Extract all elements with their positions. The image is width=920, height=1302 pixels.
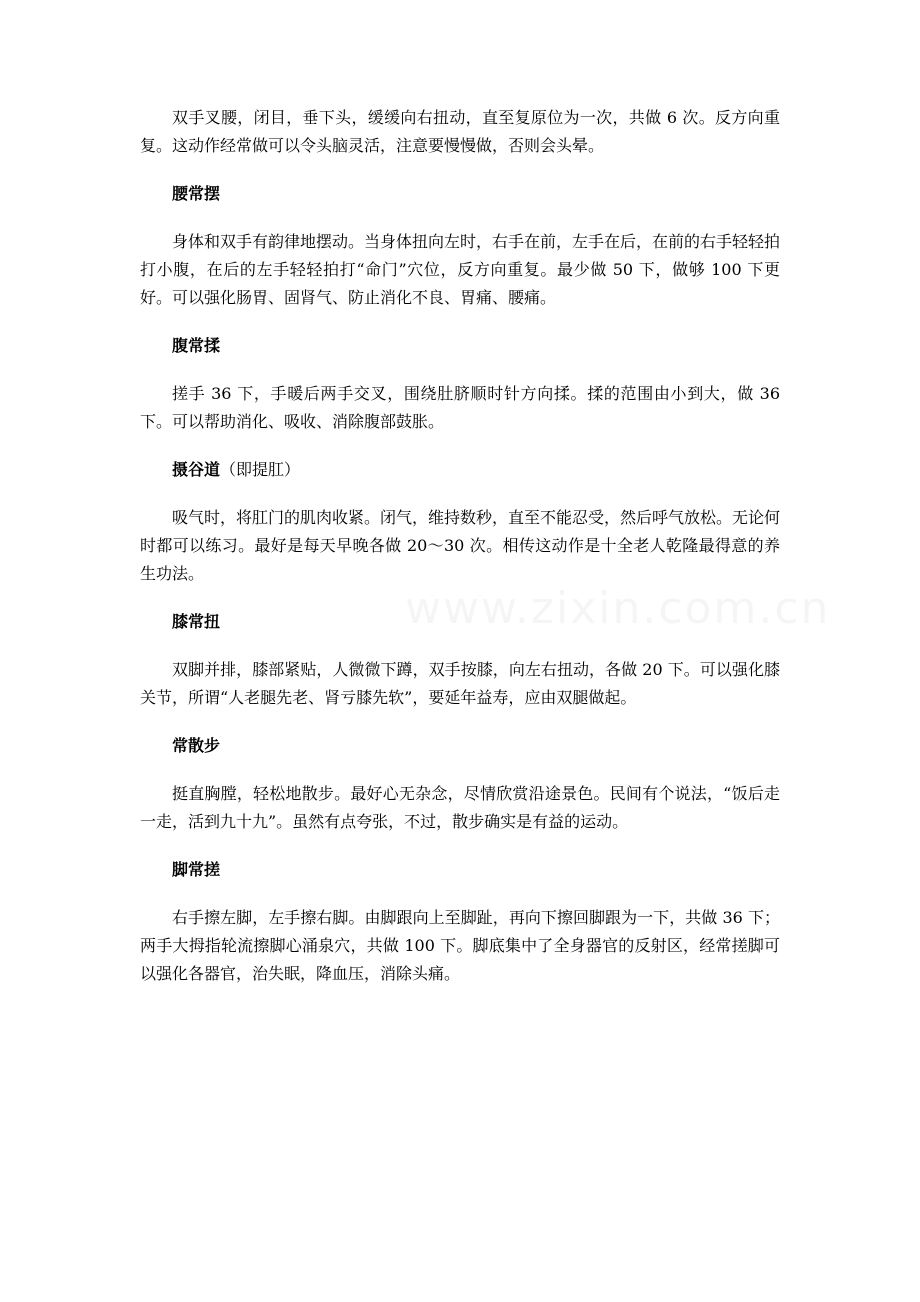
paragraph-knee-twist: 双脚并排，膝部紧贴，人微微下蹲，双手按膝，向左右扭动，各做 20 下。可以强化膝关节，所谓“人老腿先老、肾亏膝先软”，要延年益寿，应由双腿做起。 xyxy=(140,660,780,707)
heading-anus-lift xyxy=(140,456,780,484)
heading-walking xyxy=(140,732,780,760)
heading-title: 腰常摆 xyxy=(172,184,221,203)
paragraph-neck-exercise: 双手叉腰，闭目，垂下头，缓缓向右扭动，直至复原位为一次，共做 6 次。反方向重复。这动作经常做可以令头脑灵活，注意要慢慢做，否则会头晕。 xyxy=(140,108,780,155)
paragraph-waist-swing: 身体和双手有韵律地摆动。当身体扭向左时，右手在前，左手在后，在前的右手轻轻拍打小腹，在后的左手轻轻拍打“命门”穴位，反方向重复。最少做 50 下，做够 100 下更好。可以强化肠胃、固肾气、防止消化不良、胃痛、腰痛。 xyxy=(140,232,781,307)
heading-title: 脚常搓 xyxy=(172,860,221,879)
heading-title: 常散步 xyxy=(172,736,221,755)
heading-belly-rub xyxy=(140,332,780,360)
paragraph-belly-rub: 搓手 36 下，手暖后两手交叉，围绕肚脐顺时针方向揉。揉的范围由小到大，做 36 下。可以帮助消化、吸收、消除腹部鼓胀。 xyxy=(140,384,780,431)
paragraph-anus-lift: 吸气时，将肛门的肌肉收紧。闭气，维持数秒，直至不能忍受，然后呼气放松。无论何时都可以练习。最好是每天早晚各做 20～30 次。相传这动作是十全老人乾隆最得意的养生功法。 xyxy=(140,508,781,583)
heading-title: 膝常扭 xyxy=(172,612,221,631)
heading-title: 腹常揉 xyxy=(172,336,221,355)
heading-foot-rub xyxy=(140,856,780,884)
paragraph-foot-rub: 右手擦左脚，左手擦右脚。由脚跟向上至脚趾，再向下擦回脚跟为一下，共做 36 下；两手大拇指轮流擦脚心涌泉穴，共做 100 下。脚底集中了全身器官的反射区，经常搓脚可以强化各器官，治失眠，降血压，消除头痛。 xyxy=(140,908,780,983)
heading-title: 摄谷道 xyxy=(172,460,221,479)
document-page xyxy=(140,104,780,988)
heading-waist-swing xyxy=(140,180,780,208)
paragraph-walking: 挺直胸膛，轻松地散步。最好心无杂念，尽情欣赏沿途景色。民间有个说法，“饭后走一走，活到九十九”。虽然有点夸张，不过，散步确实是有益的运动。 xyxy=(140,784,780,831)
heading-knee-twist xyxy=(140,608,780,636)
heading-note: （即提肛） xyxy=(220,460,301,479)
